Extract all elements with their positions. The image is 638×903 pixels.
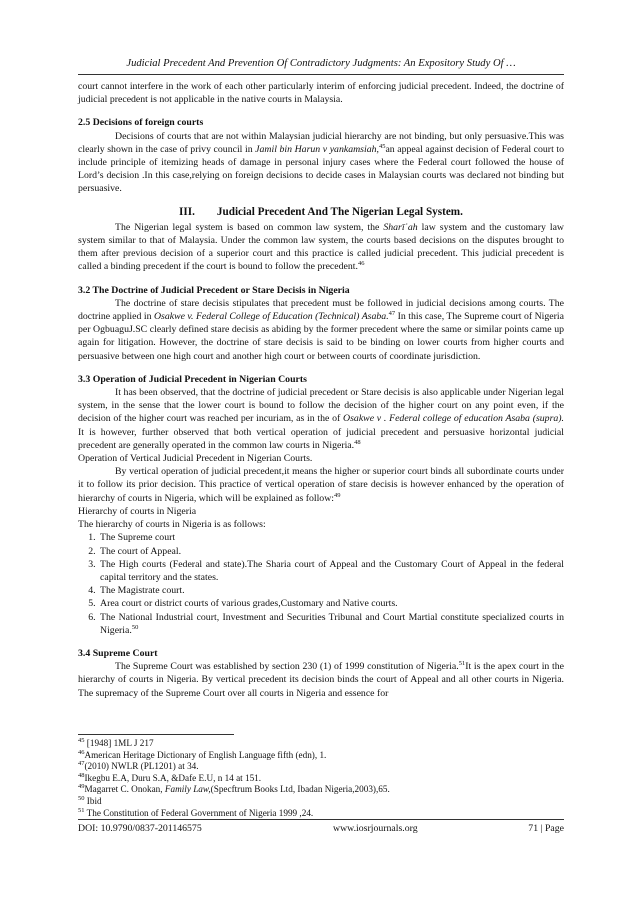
sharia-term: Sharīʿah bbox=[383, 221, 418, 233]
body-text bbox=[78, 80, 564, 700]
section-3-2-heading: 3.2 The Doctrine of Judicial Precedent or Stare Decisis in Nigeria bbox=[78, 284, 350, 296]
footnote-rule bbox=[78, 734, 234, 735]
footnote-author: Magarret C. Onokan, bbox=[84, 784, 165, 795]
footnote-ref-48[interactable]: 48 bbox=[354, 438, 361, 446]
s32-text-2: In this case, The Supreme court of Nigeria per OgbuaguJ.SC clearly defined stare decisis as abiding by the former precedent where the same or similar points came up again for litigation. However, the doctrine of stare decisis is said to be binding on lower courts from higher courts and persuasive between one high court and another high court or between courts of coordinate jurisdiction. bbox=[78, 311, 564, 362]
footnote bbox=[78, 784, 564, 796]
footnote bbox=[78, 761, 564, 773]
case-citation: Jamil bin Harun v yankamsiah, bbox=[255, 143, 379, 155]
s25-text-1: Decisions of courts that are not within Malaysian judicial hierarchy are not binding, but only persuasive.This was clearly shown in the case of privy council in bbox=[78, 130, 564, 155]
footnote-ref-50[interactable]: 50 bbox=[131, 623, 139, 631]
section-3-title: Judicial Precedent And The Nigerian Legal System. bbox=[216, 205, 463, 218]
section-3-paragraph bbox=[78, 221, 564, 274]
footnote-text: (Specftrum Books Ltd, Ibadan Nigeria,2003),65. bbox=[210, 784, 390, 795]
footnotes bbox=[78, 738, 564, 819]
section-3-3-paragraph bbox=[78, 386, 564, 452]
footnote-text: The Constitution of Federal Government of Nigeria 1999 ,24. bbox=[84, 807, 314, 818]
footnote-ref-46[interactable]: 46 bbox=[357, 260, 365, 268]
section-2-5-heading: 2.5 Decisions of foreign courts bbox=[78, 117, 204, 129]
list-item: 5. Area court or district courts of various grades,Customary and Native courts. bbox=[98, 597, 564, 610]
s33-text-2: It is however, further observed that both vertical operation of judicial precedent and persuasive horizontal judicial precedent are generally operated in the common law courts in Nigeria. bbox=[78, 426, 564, 451]
s34-text-1: The Supreme Court was established by section 230 (1) of 1999 constitution of Nigeria. bbox=[115, 661, 459, 673]
footnote-number: 49 bbox=[78, 783, 85, 791]
s3-text-1: The Nigerian legal system is based on common law system, the bbox=[115, 221, 384, 233]
section-3-3-heading: 3.3 Operation of Judicial Precedent in Nigerian Courts bbox=[78, 373, 307, 385]
list-item: 2. The court of Appeal. bbox=[98, 545, 564, 558]
footnote-text: American Heritage Dictionary of English Language fifth (edn), 1. bbox=[84, 749, 327, 760]
s25-text-2: an appeal against decision of Federal court to include principle of itemizing heads of damage in personal injury cases where the Federal court followed the house of Lord’s decision .In this case,relying on foreign decisions to decide cases in Malaysian courts was declared not binding but persuasive. bbox=[78, 143, 564, 195]
footnote-ref-47[interactable]: 47 bbox=[388, 310, 396, 318]
section-2-5-paragraph bbox=[78, 130, 564, 196]
journal-website-link[interactable]: www.iosrjournals.org bbox=[333, 823, 418, 834]
footnote-text: Ibid bbox=[84, 795, 102, 806]
footnote-number: 51 bbox=[78, 806, 85, 814]
court-hierarchy-list bbox=[78, 531, 564, 637]
doi-text: DOI: 10.9790/0837-201146575 bbox=[78, 823, 202, 834]
s3-text-2: law system and the customary law system similar to that of Malaysia. Under the common law system, the courts based decisions on the disputes brought to them after previous decision of a superior court and this practice is called judicial precedent. This judicial precedent is called a binding precedent if the court is bound to follow the precedent. bbox=[78, 221, 565, 273]
vertical-precedent-paragraph bbox=[78, 465, 564, 505]
s33-text-1: It has been observed, that the doctrine of judicial precedent or Stare decisis is also applicable under Nigerian legal system, in the sense that the lower court is bound to follow the decision of the higher court on any point even, if the decision of the higher court was reached per incuriam, as in the of bbox=[78, 387, 564, 425]
footnote-number: 50 bbox=[78, 794, 85, 802]
case-citation: Osakwe v . Federal college of education Asaba (supra). bbox=[343, 413, 565, 425]
s34-text-2: It is the apex court in the hierarchy of courts in Nigeria. By vertical precedent its decision binds the court of Appeal and all other courts in Nigeria. The supremacy of the Supreme Court over all courts in Nigeria and essence for bbox=[78, 661, 564, 699]
intro-paragraph: court cannot interfere in the work of each other particularly interim of enforcing judicial precedent. Indeed, the doctrine of judicial precedent is not applicable in the native courts in Malaysia. bbox=[78, 81, 564, 106]
footnote-number: 46 bbox=[78, 748, 85, 756]
list-item bbox=[98, 611, 564, 637]
running-header: Judicial Precedent And Prevention Of Contradictory Judgments: An Expository Study Of … bbox=[126, 58, 516, 69]
footnote-text: [1948] 1ML J 217 bbox=[84, 738, 154, 748]
footnote-number: 45 bbox=[78, 737, 85, 744]
list-item-text: The National Industrial court, Investment and Securities Tribunal and Court Martial constitute specialized courts in Nigeria. bbox=[100, 611, 564, 636]
footnote-ref-45[interactable]: 45 bbox=[378, 142, 386, 150]
section-3-2-paragraph bbox=[78, 297, 564, 363]
s33-text-3: By vertical operation of judicial precedent,it means the higher or superior court binds all subordinate courts under it to follow its prior decision. This practice of vertical operation of stare decisis is however enhanced by the operation of hierarchy of courts in Nigeria, which will be explained as follow: bbox=[78, 466, 564, 504]
section-3-heading bbox=[78, 206, 564, 219]
list-item: 1. The Supreme court bbox=[98, 531, 564, 544]
footnote bbox=[78, 738, 564, 750]
footnote bbox=[78, 773, 564, 785]
section-3-4-paragraph bbox=[78, 660, 564, 700]
footnote bbox=[78, 750, 564, 762]
footer-rule bbox=[78, 819, 564, 820]
footnote-text: (2010) NWLR (PL1201) at 34. bbox=[84, 761, 199, 772]
footnote-ref-51[interactable]: 51 bbox=[458, 660, 466, 668]
hierarchy-title: Hierarchy of courts in Nigeria bbox=[78, 505, 197, 517]
list-item: 3. The High courts (Federal and state).The Sharia court of Appeal and the Customary Court of Appeal in the federal capital territory and the states. bbox=[98, 558, 564, 584]
footnote-text: Ikegbu E.A, Duru S.A, &Dafe E.U, n 14 at 151. bbox=[84, 772, 262, 783]
footnote bbox=[78, 796, 564, 808]
header-rule bbox=[78, 74, 564, 75]
hierarchy-intro: The hierarchy of courts in Nigeria is as follows: bbox=[78, 519, 266, 531]
case-citation: Osakwe v. Federal College of Education (Technical) Asaba. bbox=[153, 311, 389, 323]
footnote-ref-49[interactable]: 49 bbox=[334, 491, 341, 499]
page-number: 71 | Page bbox=[528, 823, 564, 834]
list-item: 4. The Magistrate court. bbox=[98, 584, 564, 597]
footnote bbox=[78, 808, 564, 820]
vertical-precedent-title: Operation of Vertical Judicial Precedent in Nigerian Courts. bbox=[78, 453, 313, 465]
section-3-4-heading: 3.4 Supreme Court bbox=[78, 647, 158, 659]
footnote-number: 48 bbox=[78, 771, 85, 779]
footnote-number: 47 bbox=[78, 760, 85, 768]
footnote-title: Family Law, bbox=[164, 784, 211, 795]
s32-text-1: The doctrine of stare decisis stipulates that precedent must be followed in judicial decisions among courts. The doctrine applied in bbox=[78, 297, 564, 323]
section-3-number: III. bbox=[179, 205, 195, 218]
